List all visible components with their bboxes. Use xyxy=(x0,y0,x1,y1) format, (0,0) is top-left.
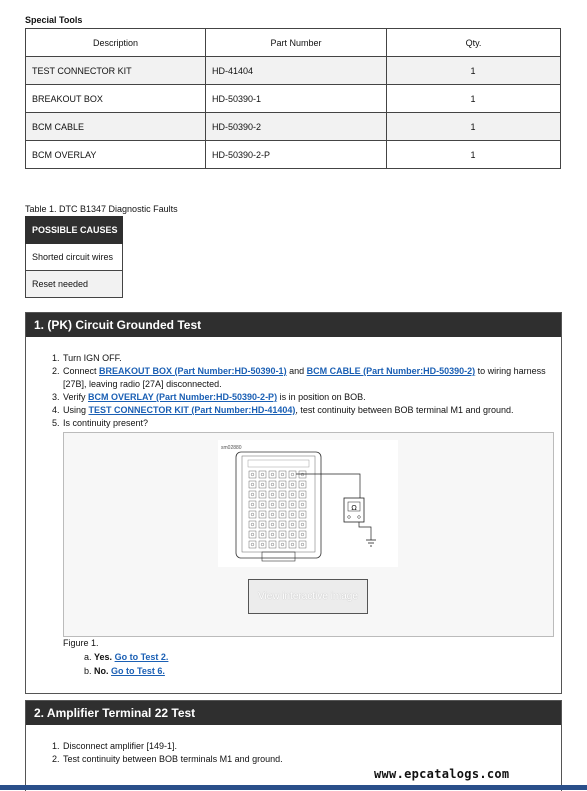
step-number: 1. xyxy=(52,741,60,751)
step-text: Disconnect amplifier [149-1]. xyxy=(63,741,178,751)
connector-pin xyxy=(279,531,286,538)
step-number: 3. xyxy=(52,392,60,402)
special-tools-title: Special Tools xyxy=(25,15,83,25)
answer-yes xyxy=(84,650,168,664)
tool-description: BREAKOUT BOX xyxy=(26,85,206,113)
step-text: Turn IGN OFF. xyxy=(63,353,122,363)
possible-causes-table xyxy=(25,216,123,298)
tool-description: BCM CABLE xyxy=(26,113,206,141)
connector-pin xyxy=(249,531,256,538)
step-item xyxy=(52,365,561,391)
bottom-bar xyxy=(0,785,587,790)
go-to-test-6-link[interactable]: Go to Test 6. xyxy=(111,666,165,676)
step-item xyxy=(52,740,561,753)
step-text: Using xyxy=(63,405,89,415)
answer-label: Yes. xyxy=(94,652,113,662)
connector-pin xyxy=(269,511,276,518)
table-row xyxy=(26,85,561,113)
column-header-qty: Qty. xyxy=(387,29,561,57)
connector-pin xyxy=(299,491,306,498)
tool-qty: 1 xyxy=(387,57,561,85)
answer-letter: b. xyxy=(84,666,92,676)
possible-causes-header: POSSIBLE CAUSES xyxy=(26,217,123,244)
connector-pin xyxy=(279,481,286,488)
connector-pin xyxy=(249,501,256,508)
connector-pin xyxy=(289,501,296,508)
step-text: to wiring harness [27B], leaving radio [27A] disconnected. xyxy=(63,366,546,389)
connector-pin xyxy=(249,541,256,548)
table-row xyxy=(26,57,561,85)
section-title: 2. Amplifier Terminal 22 Test xyxy=(26,701,561,725)
tool-part-number: HD-41404 xyxy=(206,57,387,85)
connector-pin xyxy=(259,471,266,478)
tool-description: TEST CONNECTOR KIT xyxy=(26,57,206,85)
connector-pin xyxy=(299,531,306,538)
column-header-description: Description xyxy=(26,29,206,57)
step-text: Connect xyxy=(63,366,100,376)
connector-pin xyxy=(249,511,256,518)
step-item xyxy=(52,391,561,404)
connector-pin xyxy=(269,531,276,538)
step-item xyxy=(52,753,561,766)
connector-pin xyxy=(279,501,286,508)
table-row xyxy=(26,141,561,169)
connector-pin xyxy=(269,481,276,488)
connector-pin xyxy=(269,521,276,528)
connector-pin xyxy=(259,531,266,538)
connector-pin xyxy=(299,501,306,508)
step-number: 5. xyxy=(52,418,60,428)
connector-pin xyxy=(259,501,266,508)
go-to-test-2-link[interactable]: Go to Test 2. xyxy=(114,652,169,662)
step-number: 2. xyxy=(52,754,60,764)
connector-pin xyxy=(289,491,296,498)
connector-pin xyxy=(249,481,256,488)
step-number: 2. xyxy=(52,366,60,376)
footer-url: www.epcatalogs.com xyxy=(374,767,510,781)
connector-pin xyxy=(279,491,286,498)
answer-letter: a. xyxy=(84,652,92,662)
step-list xyxy=(26,352,561,430)
figure-1-box xyxy=(63,432,554,637)
breakout-box-link[interactable]: BREAKOUT BOX (Part Number:HD-50390-1) xyxy=(99,366,287,376)
connector-pin xyxy=(289,481,296,488)
step-item xyxy=(52,352,561,365)
test-connector-kit-link[interactable]: TEST CONNECTOR KIT (Part Number:HD-41404) xyxy=(88,405,296,415)
figure-caption: Figure 1. xyxy=(63,638,99,648)
connector-pin xyxy=(269,471,276,478)
connector-pin xyxy=(299,471,306,478)
step-text: Test continuity between BOB terminals M1 and ground. xyxy=(63,754,283,764)
view-interactive-image-button[interactable]: View interactive image xyxy=(248,579,368,614)
tool-part-number: HD-50390-2 xyxy=(206,113,387,141)
connector-pin xyxy=(249,491,256,498)
connector-pin xyxy=(259,521,266,528)
table-header-row xyxy=(26,29,561,57)
connector-pin xyxy=(299,541,306,548)
tool-part-number: HD-50390-1 xyxy=(206,85,387,113)
answer-label: No. xyxy=(94,666,109,676)
connector-pin xyxy=(259,491,266,498)
table-row xyxy=(26,113,561,141)
section-title: 1. (PK) Circuit Grounded Test xyxy=(26,313,561,337)
connector-pin xyxy=(299,481,306,488)
test-section-1 xyxy=(25,312,562,694)
tool-qty: 1 xyxy=(387,85,561,113)
tool-qty: 1 xyxy=(387,141,561,169)
table1-caption: Table 1. DTC B1347 Diagnostic Faults xyxy=(25,204,178,214)
connector-pin xyxy=(269,541,276,548)
step-text: , test continuity between BOB terminal M1 and ground. xyxy=(295,405,514,415)
connector-pin xyxy=(279,541,286,548)
bcm-cable-link[interactable]: BCM CABLE (Part Number:HD-50390-2) xyxy=(306,366,476,376)
connector-pin xyxy=(299,511,306,518)
connector-pin xyxy=(299,521,306,528)
connector-pin xyxy=(259,511,266,518)
connector-pin xyxy=(289,471,296,478)
tool-description: BCM OVERLAY xyxy=(26,141,206,169)
connector-pin xyxy=(259,541,266,548)
ohm-icon: Ω xyxy=(351,504,357,512)
tool-qty: 1 xyxy=(387,113,561,141)
step-number: 4. xyxy=(52,405,60,415)
tool-part-number: HD-50390-2-P xyxy=(206,141,387,169)
connector-pin xyxy=(249,471,256,478)
breakout-box-diagram xyxy=(218,440,398,567)
step-number: 1. xyxy=(52,353,60,363)
step-text: Is continuity present? xyxy=(63,418,149,428)
step-list xyxy=(26,740,561,766)
special-tools-table xyxy=(25,28,561,169)
connector-pin xyxy=(279,521,286,528)
connector-pin xyxy=(269,491,276,498)
diagram-id-label: sm02880 xyxy=(221,445,242,451)
connector-pin xyxy=(279,511,286,518)
step-text: Verify xyxy=(63,392,89,402)
connector-pin xyxy=(289,521,296,528)
answer-no xyxy=(84,664,168,678)
column-header-part-number: Part Number xyxy=(206,29,387,57)
answer-list xyxy=(84,650,168,678)
step-item xyxy=(52,417,561,430)
connector-pin xyxy=(289,541,296,548)
connector-pin xyxy=(279,471,286,478)
connector-pin xyxy=(289,511,296,518)
step-text: is in position on BOB. xyxy=(277,392,366,402)
connector-pin xyxy=(249,521,256,528)
step-item xyxy=(52,404,561,417)
cause-item: Reset needed xyxy=(26,271,123,298)
bcm-overlay-link[interactable]: BCM OVERLAY (Part Number:HD-50390-2-P) xyxy=(88,392,278,402)
connector-pin xyxy=(269,501,276,508)
connector-pin xyxy=(289,531,296,538)
step-text: and xyxy=(286,366,307,376)
connector-pin xyxy=(259,481,266,488)
cause-item: Shorted circuit wires xyxy=(26,244,123,271)
